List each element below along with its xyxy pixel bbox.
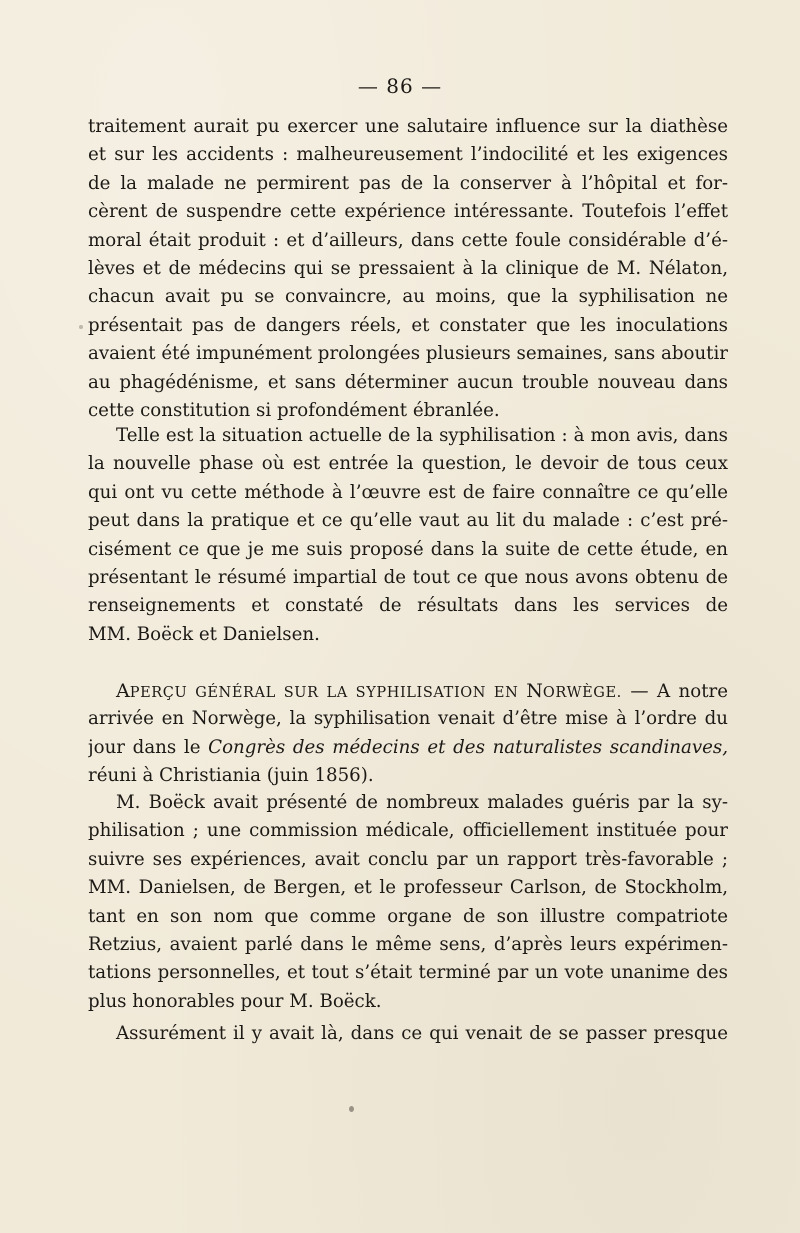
text-line: Retzius, avaient parlé dans le même sens, d’après leurs expérimen-: [88, 933, 728, 955]
paragraph-continuation: [88, 113, 728, 425]
text-line: réuni à Christiania (juin 1856).: [88, 765, 374, 787]
paper-blemish: [349, 1106, 354, 1112]
text-line: philisation ; une commission médicale, officiellement instituée pour: [88, 820, 728, 842]
text-line: peut dans la pratique et ce qu’elle vaut au lit du malade : c’est pré-: [88, 510, 728, 532]
text-line: cette constitution si profondément ébranlée.: [88, 399, 500, 421]
text-line: MM. Danielsen, de Bergen, et le professeur Carlson, de Stockholm,: [88, 877, 728, 899]
text-line: renseignements et constaté de résultats dans les services de: [88, 595, 728, 617]
paragraph-situation: [88, 422, 728, 649]
heading-initial: N: [526, 680, 543, 702]
text-line: avaient été impunément prolongées plusieurs semaines, sans aboutir: [88, 343, 728, 365]
paragraph-boeck: [88, 789, 728, 1016]
text-line: chacun avait pu se convaincre, au moins, que la syphilisation ne: [88, 286, 728, 308]
text-line: traitement aurait pu exercer une salutaire influence sur la diathèse: [88, 116, 728, 137]
paragraph-assurement: [88, 1020, 728, 1048]
text-line: MM. Boëck et Danielsen.: [88, 623, 320, 645]
text-line: M. Boëck avait présenté de nombreux malades guéris par la sy-: [116, 792, 728, 813]
text-line: arrivée en Norwège, la syphilisation venait d’être mise à l’ordre du: [88, 708, 728, 730]
text-line: au phagédénisme, et sans déterminer aucun trouble nouveau dans: [88, 371, 728, 393]
text-line: moral était produit : et d’ailleurs, dans cette foule considérable d’é-: [88, 229, 728, 251]
text-line: suivre ses expériences, avait conclu par un rapport très-favorable ;: [88, 848, 728, 870]
paper-blemish: [79, 325, 83, 329]
text-line: et sur les accidents : malheureusement l’indocilité et les exigences: [88, 144, 728, 166]
text-line: la nouvelle phase où est entrée la question, le devoir de tous ceux: [88, 453, 728, 475]
text-line: cèrent de suspendre cette expérience intéressante. Toutefois l’effet: [88, 201, 728, 223]
heading-smallcaps: ORWÈGE.: [542, 685, 622, 701]
page-number: — 86 —: [357, 74, 443, 98]
section-heading: [88, 677, 728, 705]
heading-initial: A: [116, 680, 130, 702]
text-line: cisément ce que je me suis proposé dans la suite de cette étude, en: [88, 538, 728, 560]
text-fragment: jour dans le: [88, 736, 209, 758]
text-line: présentant le résumé impartial de tout ce que nous avons obtenu de: [88, 566, 728, 588]
text-line: plus honorables pour M. Boëck.: [88, 990, 382, 1012]
text-line: qui ont vu cette méthode à l’œuvre est de faire connaître ce qu’elle: [88, 481, 728, 503]
text-line: Assurément il y avait là, dans ce qui venait de se passer presque: [116, 1023, 728, 1044]
text-line: [88, 734, 728, 762]
text-line: Telle est la situation actuelle de la syphilisation : à mon avis, dans: [116, 425, 728, 446]
congress-title: Congrès des médecins et des naturalistes scandinaves,: [208, 736, 728, 758]
text-line: présentait pas de dangers réels, et constater que les inoculations: [88, 314, 728, 336]
text-line: lèves et de médecins qui se pressaient à la clinique de M. Nélaton,: [88, 257, 728, 279]
heading-lead-text: — A notre: [621, 681, 728, 702]
text-line: tations personnelles, et tout s’était terminé par un vote unanime des: [88, 962, 728, 984]
text-line: de la malade ne permirent pas de la conserver à l’hôpital et for-: [88, 172, 728, 194]
section-apercu: [88, 677, 728, 791]
heading-smallcaps: PERÇU GÉNÉRAL SUR LA SYPHILISATION EN: [129, 685, 527, 701]
text-line: tant en son nom que comme organe de son illustre compatriote: [88, 905, 728, 927]
